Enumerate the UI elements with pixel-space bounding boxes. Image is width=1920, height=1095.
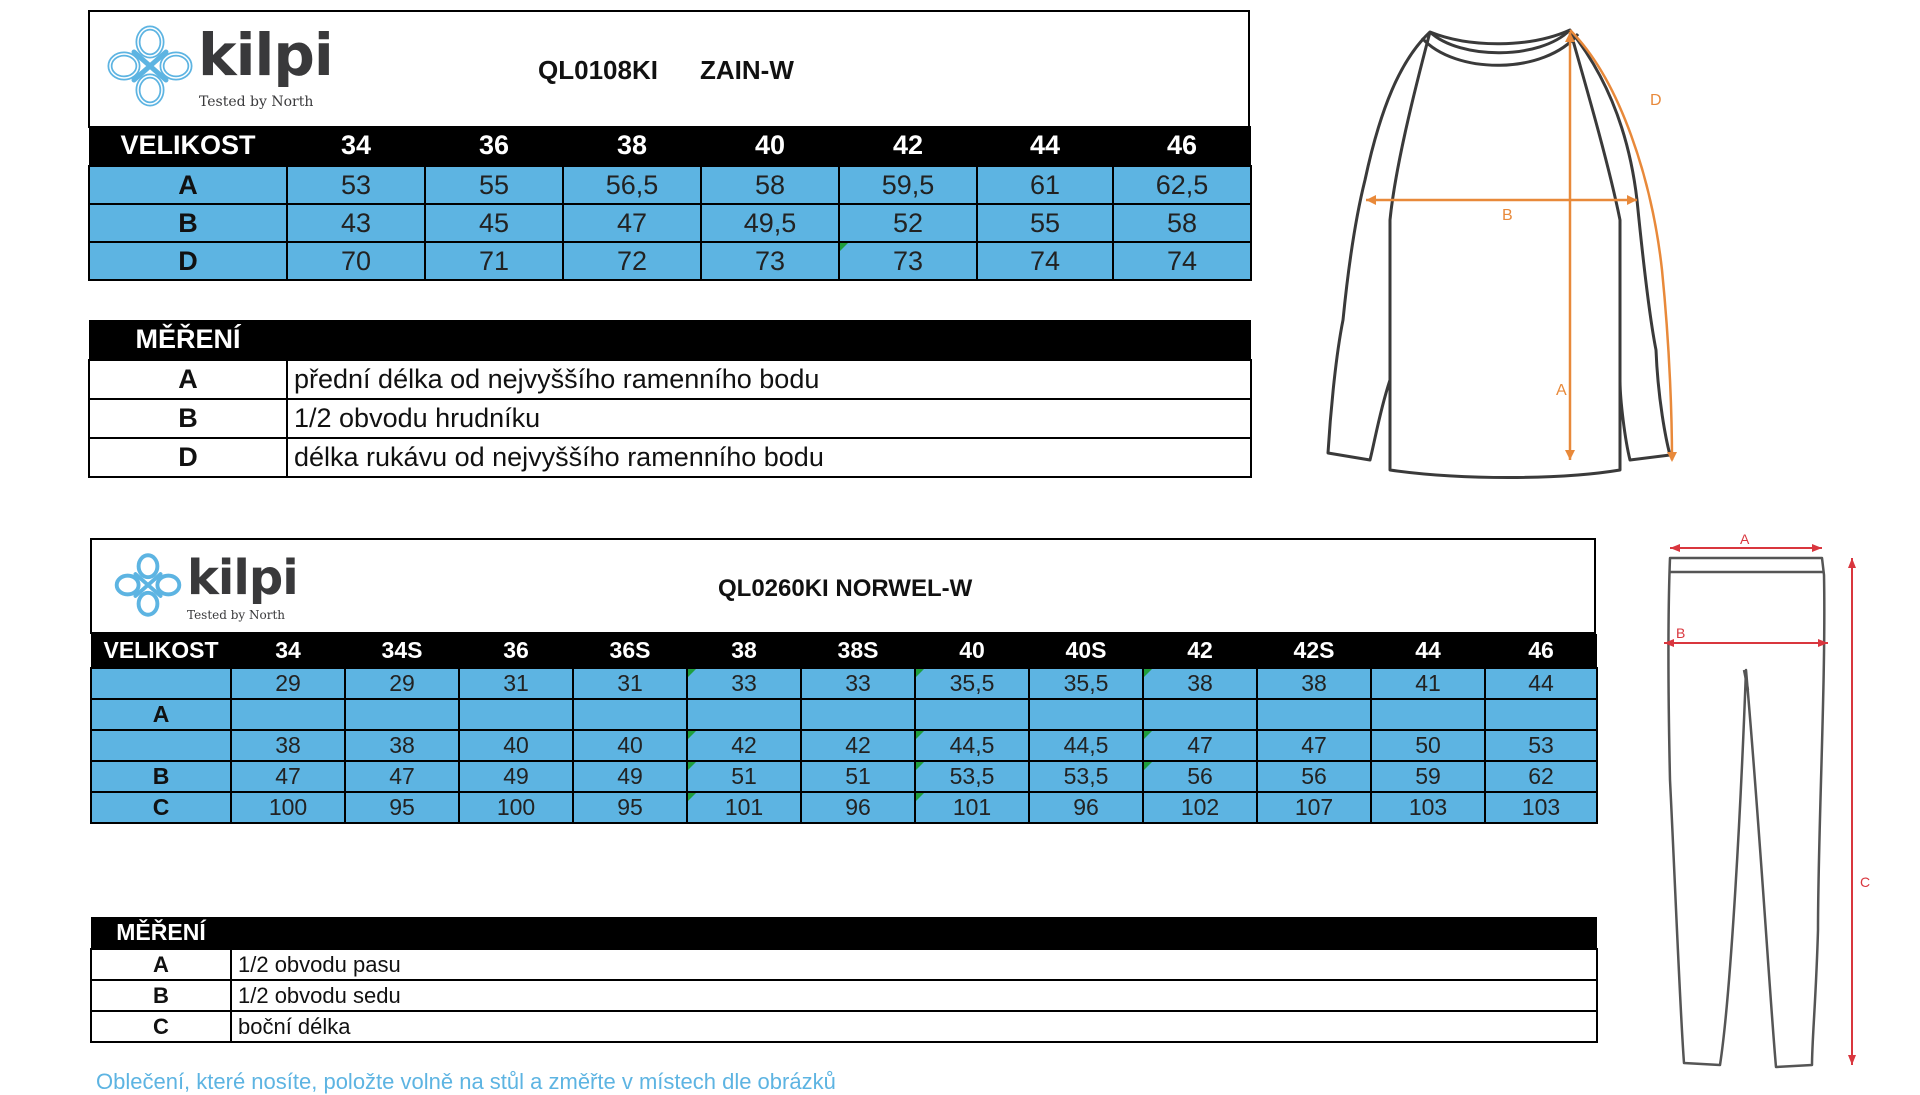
table-cell: 38 <box>231 730 345 761</box>
size-col-header: 38S <box>801 634 915 668</box>
table-cell: 38 <box>345 730 459 761</box>
table-cell: 53,5 <box>1029 761 1143 792</box>
diagram-label-b: B <box>1676 625 1686 641</box>
diagram-label-b: B <box>1502 207 1513 224</box>
table-cell: 70 <box>287 242 425 280</box>
table-cell: 74 <box>977 242 1113 280</box>
size-col-header: 36 <box>425 126 563 166</box>
table-cell: 103 <box>1371 792 1485 823</box>
size-col-header: 36S <box>573 634 687 668</box>
table-cell <box>345 699 459 730</box>
table-cell: 44,5 <box>1029 730 1143 761</box>
top-size-table <box>88 126 1252 281</box>
legend-key: A <box>89 360 287 399</box>
table-cell: 56 <box>1257 761 1371 792</box>
legend-desc: boční délka <box>231 1011 1597 1042</box>
table-cell: 35,5 <box>915 668 1029 699</box>
table-cell: 51 <box>687 761 801 792</box>
row-label: A <box>89 166 287 204</box>
size-col-header: 40 <box>701 126 839 166</box>
table-cell: 62 <box>1485 761 1597 792</box>
legend-header-fill <box>231 917 1597 949</box>
diagram-label-d: D <box>1650 92 1662 109</box>
size-col-header: 46 <box>1113 126 1251 166</box>
top-measure-legend <box>88 320 1252 478</box>
table-cell <box>573 699 687 730</box>
table-cell: 41 <box>1371 668 1485 699</box>
table-cell: 49 <box>459 761 573 792</box>
table-cell: 40 <box>459 730 573 761</box>
table-cell: 45 <box>425 204 563 242</box>
table-cell: 44 <box>1485 668 1597 699</box>
table-row <box>91 699 1597 730</box>
legend-header-fill <box>287 320 1251 360</box>
table-cell: 53,5 <box>915 761 1029 792</box>
table-cell: 95 <box>573 792 687 823</box>
legend-desc: 1/2 obvodu hrudníku <box>287 399 1251 438</box>
size-col-header: 40 <box>915 634 1029 668</box>
table-cell: 72 <box>563 242 701 280</box>
legend-key: C <box>91 1011 231 1042</box>
size-col-header: 38 <box>563 126 701 166</box>
table-cell: 50 <box>1371 730 1485 761</box>
size-col-header: 34 <box>287 126 425 166</box>
row-label: C <box>91 792 231 823</box>
table-cell: 73 <box>839 242 977 280</box>
table-cell: 33 <box>687 668 801 699</box>
table-cell <box>1143 699 1257 730</box>
table-row <box>89 242 1251 280</box>
legend-key: B <box>91 980 231 1011</box>
row-label: D <box>89 242 287 280</box>
pants-measurement-diagram <box>1640 530 1880 1075</box>
legend-header-row <box>89 320 1251 360</box>
table-cell: 33 <box>801 668 915 699</box>
row-label: B <box>91 761 231 792</box>
legend-desc: přední délka od nejvyššího ramenního bodu <box>287 360 1251 399</box>
table-cell: 53 <box>1485 730 1597 761</box>
measuring-instructions: Oblečení, které nosíte, položte volně na stůl a změřte v místech dle obrázků <box>96 1069 836 1094</box>
table-cell: 100 <box>459 792 573 823</box>
table-cell: 47 <box>1257 730 1371 761</box>
legend-title: MĚŘENÍ <box>91 917 231 949</box>
table-cell: 47 <box>345 761 459 792</box>
size-col-header: 42S <box>1257 634 1371 668</box>
table-cell: 59,5 <box>839 166 977 204</box>
table-row <box>89 204 1251 242</box>
list-item <box>91 1011 1597 1042</box>
table-cell: 55 <box>977 204 1113 242</box>
size-col-header: 46 <box>1485 634 1597 668</box>
size-col-header: 44 <box>977 126 1113 166</box>
table-cell: 49 <box>573 761 687 792</box>
table-cell: 101 <box>915 792 1029 823</box>
bottom-measure-legend <box>90 917 1598 1043</box>
table-cell: 62,5 <box>1113 166 1251 204</box>
bottom-product-title: QL0260KI NORWEL-W <box>718 575 973 602</box>
legend-key: D <box>89 438 287 477</box>
table-cell: 102 <box>1143 792 1257 823</box>
table-cell <box>231 699 345 730</box>
table-cell: 29 <box>345 668 459 699</box>
table-cell: 71 <box>425 242 563 280</box>
table-cell: 52 <box>839 204 977 242</box>
row-label: B <box>89 204 287 242</box>
legend-desc: 1/2 obvodu pasu <box>231 949 1597 980</box>
table-row <box>91 792 1597 823</box>
row-label <box>91 730 231 761</box>
table-cell: 96 <box>801 792 915 823</box>
legend-key: B <box>89 399 287 438</box>
top-size-header-row <box>89 126 1251 166</box>
legend-desc: 1/2 obvodu sedu <box>231 980 1597 1011</box>
table-cell <box>915 699 1029 730</box>
list-item <box>89 438 1251 477</box>
size-col-header: 44 <box>1371 634 1485 668</box>
size-col-header: 40S <box>1029 634 1143 668</box>
brand-tagline: Tested by North <box>199 94 314 110</box>
table-cell: 61 <box>977 166 1113 204</box>
table-cell: 107 <box>1257 792 1371 823</box>
table-cell: 73 <box>701 242 839 280</box>
legend-title: MĚŘENÍ <box>89 320 287 360</box>
table-cell: 56,5 <box>563 166 701 204</box>
table-cell <box>1485 699 1597 730</box>
table-cell: 59 <box>1371 761 1485 792</box>
size-col-header: 42 <box>1143 634 1257 668</box>
size-col-header: 36 <box>459 634 573 668</box>
table-cell: 38 <box>1143 668 1257 699</box>
kilpi-knot-logo-icon <box>112 550 184 620</box>
size-col-header: 38 <box>687 634 801 668</box>
brand-tagline: Tested by North <box>187 608 286 622</box>
table-cell: 58 <box>1113 204 1251 242</box>
bottom-size-table <box>90 634 1598 824</box>
table-cell: 96 <box>1029 792 1143 823</box>
size-col-header: 42 <box>839 126 977 166</box>
table-cell <box>459 699 573 730</box>
table-cell: 31 <box>573 668 687 699</box>
table-cell: 74 <box>1113 242 1251 280</box>
brand-wordmark: kilpi <box>187 550 298 606</box>
table-cell: 55 <box>425 166 563 204</box>
table-cell: 38 <box>1257 668 1371 699</box>
table-cell: 42 <box>687 730 801 761</box>
table-cell: 40 <box>573 730 687 761</box>
table-row <box>91 730 1597 761</box>
table-cell: 103 <box>1485 792 1597 823</box>
table-cell: 44,5 <box>915 730 1029 761</box>
table-cell <box>1029 699 1143 730</box>
table-cell: 31 <box>459 668 573 699</box>
shirt-measurement-diagram <box>1280 20 1740 480</box>
row-label <box>91 668 231 699</box>
legend-desc: délka rukávu od nejvyššího ramenního bodu <box>287 438 1251 477</box>
diagram-label-a: A <box>1740 531 1750 547</box>
table-cell: 49,5 <box>701 204 839 242</box>
table-cell: 29 <box>231 668 345 699</box>
table-cell: 43 <box>287 204 425 242</box>
table-cell: 47 <box>1143 730 1257 761</box>
table-row <box>91 761 1597 792</box>
table-cell: 47 <box>231 761 345 792</box>
list-item <box>89 399 1251 438</box>
table-cell: 47 <box>563 204 701 242</box>
list-item <box>89 360 1251 399</box>
size-header-label: VELIKOST <box>89 126 287 166</box>
table-cell <box>1371 699 1485 730</box>
legend-header-row <box>91 917 1597 949</box>
diagram-label-a: A <box>1556 382 1567 399</box>
kilpi-knot-logo-icon <box>104 22 196 110</box>
top-product-code: QL0108KI <box>538 55 658 85</box>
table-cell: 53 <box>287 166 425 204</box>
table-cell: 42 <box>801 730 915 761</box>
table-cell: 35,5 <box>1029 668 1143 699</box>
table-cell <box>1257 699 1371 730</box>
diagram-label-c: C <box>1860 874 1871 890</box>
table-cell <box>801 699 915 730</box>
size-header-label: VELIKOST <box>91 634 231 668</box>
legend-key: A <box>91 949 231 980</box>
list-item <box>91 949 1597 980</box>
table-cell: 95 <box>345 792 459 823</box>
table-cell <box>687 699 801 730</box>
table-row <box>91 668 1597 699</box>
table-cell: 51 <box>801 761 915 792</box>
top-product-name: ZAIN-W <box>700 55 794 85</box>
size-col-header: 34S <box>345 634 459 668</box>
table-cell: 100 <box>231 792 345 823</box>
list-item <box>91 980 1597 1011</box>
size-col-header: 34 <box>231 634 345 668</box>
brand-wordmark: kilpi <box>198 21 333 89</box>
row-label: A <box>91 699 231 730</box>
table-cell: 58 <box>701 166 839 204</box>
table-row <box>89 166 1251 204</box>
bottom-size-header-row <box>91 634 1597 668</box>
table-cell: 56 <box>1143 761 1257 792</box>
table-cell: 101 <box>687 792 801 823</box>
